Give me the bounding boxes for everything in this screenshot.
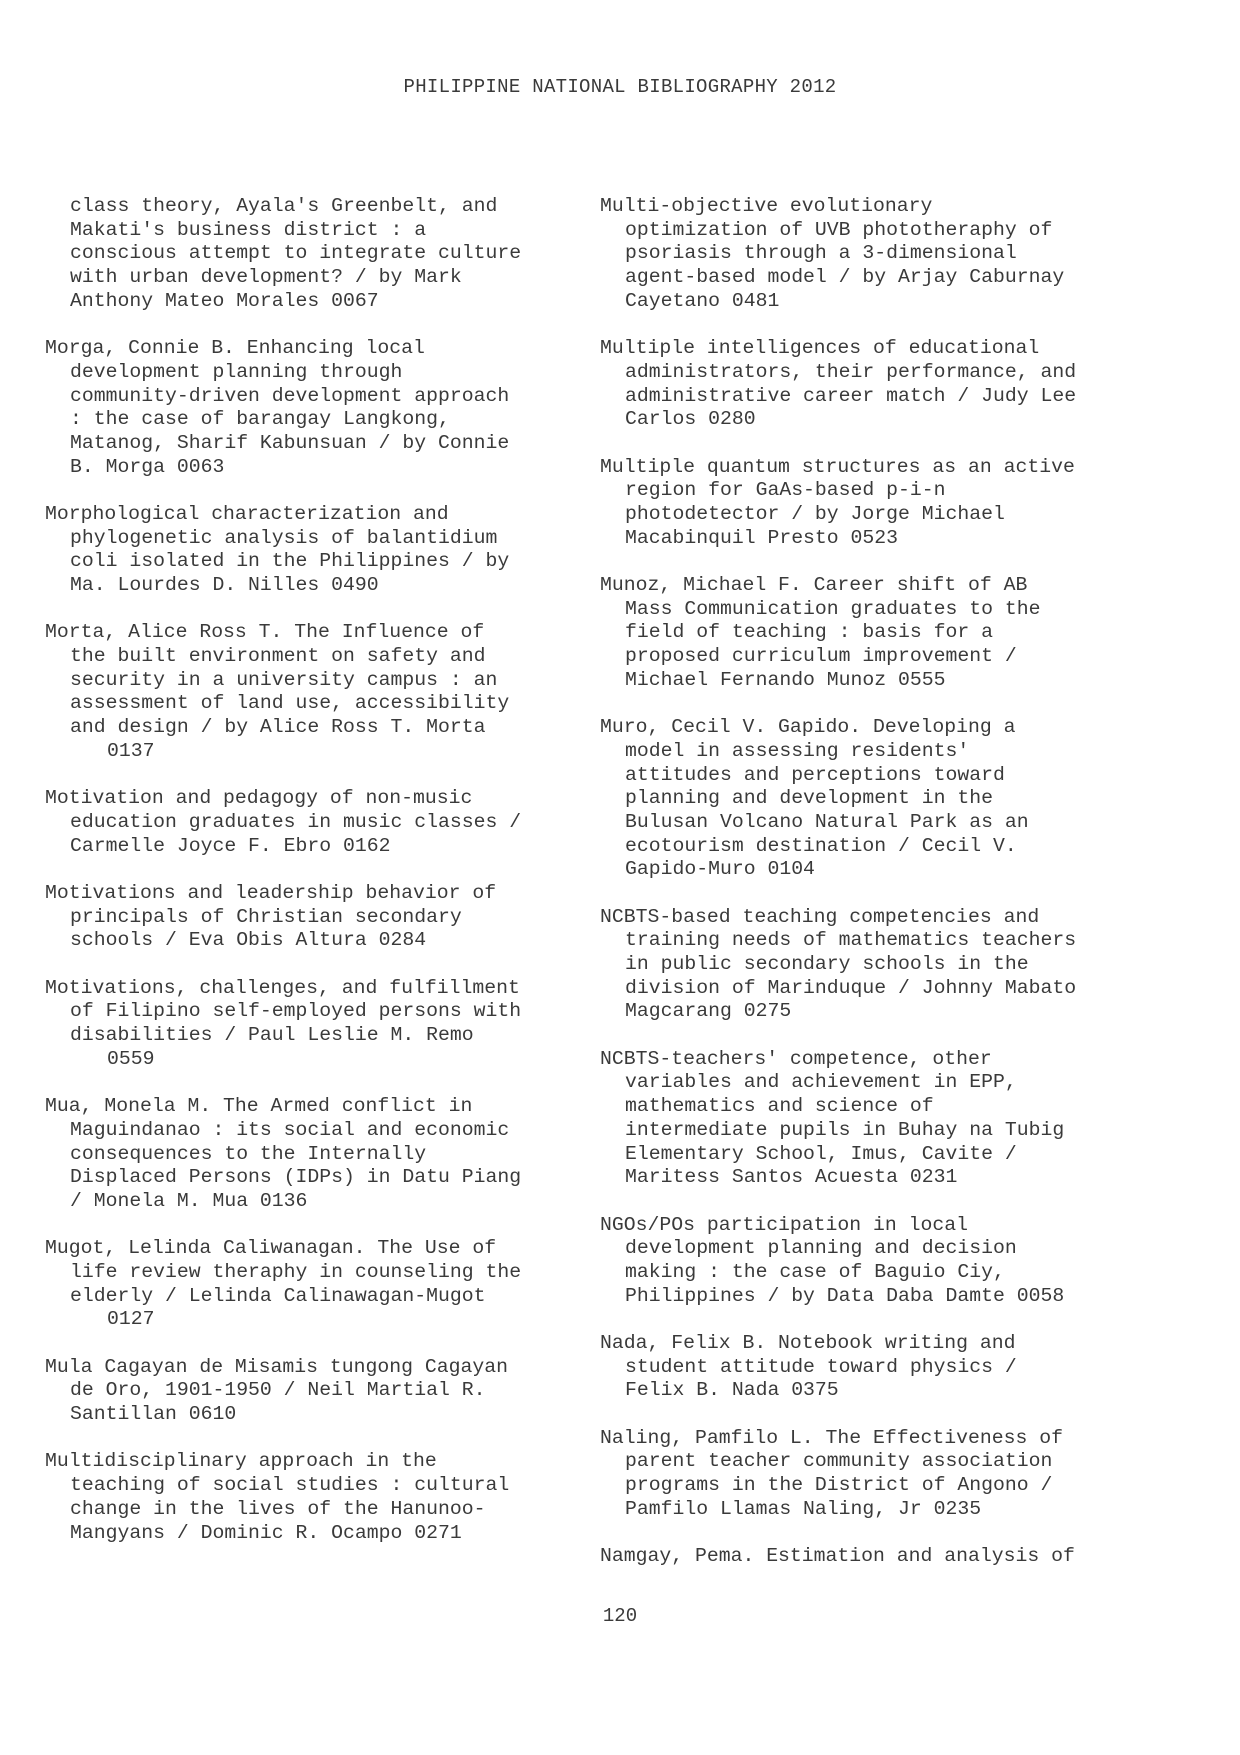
bibliography-entry xyxy=(45,503,615,598)
entry-line: Displaced Persons (IDPs) in Datu Piang xyxy=(70,1166,522,1189)
entry-line: Namgay, Pema. Estimation and analysis of xyxy=(600,1545,1075,1568)
entry-line: 0137 xyxy=(107,739,155,762)
entry-line: field of teaching : basis for a xyxy=(625,621,993,644)
entry-line: Motivations, challenges, and fulfillment xyxy=(45,976,520,999)
entry-line: consequences to the Internally xyxy=(70,1142,427,1165)
entry-line: attitudes and perceptions toward xyxy=(625,763,1005,786)
entry-line: NCBTS-based teaching competencies and xyxy=(600,905,1040,928)
entry-line: with urban development? / by Mark xyxy=(70,266,462,289)
bibliography-entry xyxy=(45,977,615,1072)
bibliography-entry xyxy=(600,716,1170,882)
entry-line: Munoz, Michael F. Career shift of AB xyxy=(600,574,1028,596)
entry-line: Maguindanao : its social and economic xyxy=(70,1118,510,1141)
entry-line: development planning and decision xyxy=(625,1237,1017,1260)
entry-line: ecotourism destination / Cecil V. xyxy=(625,834,1017,857)
bibliography-entry xyxy=(600,1214,1170,1309)
entry-line: model in assessing residents' xyxy=(625,739,970,762)
bibliography-entry xyxy=(45,621,615,763)
bibliography-entry xyxy=(45,195,615,313)
entry-line: planning and development in the xyxy=(625,787,993,810)
entry-line: programs in the District of Angono / xyxy=(625,1474,1053,1497)
entry-line: Motivations and leadership behavior of xyxy=(45,881,497,904)
entry-line: Magcarang 0275 xyxy=(625,1000,792,1023)
page-number: 120 xyxy=(602,1605,638,1627)
bibliography-entry xyxy=(45,882,615,953)
entry-line: NCBTS-teachers' competence, other xyxy=(600,1047,992,1070)
entry-line: of Filipino self-employed persons with xyxy=(70,1000,522,1023)
entry-line: Mugot, Lelinda Caliwanagan. The Use of xyxy=(45,1237,497,1260)
entry-line: making : the case of Baguio Ciy, xyxy=(625,1260,1005,1283)
entry-line: Santillan 0610 xyxy=(70,1403,237,1426)
entry-line: Morta, Alice Ross T. The Influence of xyxy=(45,621,485,644)
bibliography-entry xyxy=(600,1048,1170,1190)
entry-line: parent teacher community association xyxy=(625,1450,1053,1473)
entry-line: 0127 xyxy=(107,1308,155,1331)
entry-line: region for GaAs-based p-i-n xyxy=(625,479,946,502)
entry-line: Makati's business district : a xyxy=(70,218,427,241)
bibliography-entry xyxy=(45,1095,615,1213)
entry-line: proposed curriculum improvement / xyxy=(625,645,1017,668)
entry-line: principals of Christian secondary xyxy=(70,905,462,928)
entry-line: Cayetano 0481 xyxy=(625,289,780,312)
entry-line: Ma. Lourdes D. Nilles 0490 xyxy=(70,574,379,596)
entry-line: Morphological characterization and xyxy=(45,502,449,525)
bibliography-entry xyxy=(600,1427,1170,1522)
entry-line: community-driven development approach xyxy=(70,384,510,407)
bibliography-entry xyxy=(45,1237,615,1332)
entry-line: Nada, Felix B. Notebook writing and xyxy=(600,1332,1016,1354)
entry-line: Anthony Mateo Morales 0067 xyxy=(70,289,379,312)
entry-line: division of Marinduque / Johnny Mabato xyxy=(625,976,1077,999)
entry-line: Macabinquil Presto 0523 xyxy=(625,526,899,549)
entry-line: 0559 xyxy=(107,1047,155,1070)
entry-line: coli isolated in the Philippines / by xyxy=(70,550,510,573)
entry-line: Naling, Pamfilo L. The Effectiveness of xyxy=(600,1426,1063,1449)
entry-line: security in a university campus : an xyxy=(70,668,498,691)
entry-line: optimization of UVB phototheraphy of xyxy=(625,218,1053,241)
entry-line: Multidisciplinary approach in the xyxy=(45,1450,437,1473)
entry-line: Gapido-Muro 0104 xyxy=(625,858,815,881)
entry-line: Elementary School, Imus, Cavite / xyxy=(625,1142,1017,1165)
bibliography-entry xyxy=(600,1332,1170,1403)
entry-line: change in the lives of the Hanunoo- xyxy=(70,1497,486,1520)
entry-line: Mangyans / Dominic R. Ocampo 0271 xyxy=(70,1521,462,1544)
entry-line: Felix B. Nada 0375 xyxy=(625,1379,839,1402)
entry-line: teaching of social studies : cultural xyxy=(70,1474,510,1497)
entry-line: administrative career match / Judy Lee xyxy=(625,384,1077,407)
left-column xyxy=(45,195,615,1569)
entry-line: mathematics and science of xyxy=(625,1095,934,1118)
bibliography-entry xyxy=(600,906,1170,1024)
entry-line: in public secondary schools in the xyxy=(625,953,1029,975)
entry-line: variables and achievement in EPP, xyxy=(625,1071,1017,1094)
entry-line: intermediate pupils in Buhay na Tubig xyxy=(625,1118,1065,1141)
entry-line: schools / Eva Obis Altura 0284 xyxy=(70,929,427,952)
entry-line: Multiple quantum structures as an active xyxy=(600,455,1075,478)
entry-line: administrators, their performance, and xyxy=(625,360,1077,383)
entry-line: life review theraphy in counseling the xyxy=(70,1260,522,1283)
right-column xyxy=(600,195,1170,1593)
entry-line: student attitude toward physics / xyxy=(625,1355,1017,1378)
bibliography-entry xyxy=(600,195,1170,313)
bibliography-entry xyxy=(600,456,1170,551)
entry-line: Pamfilo Llamas Naling, Jr 0235 xyxy=(625,1497,982,1520)
entry-line: psoriasis through a 3-dimensional xyxy=(625,242,1017,265)
entry-line: the built environment on safety and xyxy=(70,645,486,668)
entry-line: development planning through xyxy=(70,360,403,383)
bibliography-entry xyxy=(600,574,1170,692)
entry-line: Mua, Monela M. The Armed conflict in xyxy=(45,1095,473,1118)
bibliography-entry xyxy=(600,1545,1170,1569)
bibliography-entry xyxy=(45,337,615,479)
entry-line: Mula Cagayan de Misamis tungong Cagayan xyxy=(45,1355,508,1378)
entry-line: class theory, Ayala's Greenbelt, and xyxy=(70,195,498,217)
entry-line: Muro, Cecil V. Gapido. Developing a xyxy=(600,716,1016,739)
entry-line: Multi-objective evolutionary xyxy=(600,195,933,217)
entry-line: and design / by Alice Ross T. Morta xyxy=(70,716,486,739)
entry-line: Mass Communication graduates to the xyxy=(625,597,1041,620)
entry-line: Carlos 0280 xyxy=(625,408,756,431)
bibliography-entry xyxy=(45,1356,615,1427)
entry-line: disabilities / Paul Leslie M. Remo xyxy=(70,1024,474,1047)
entry-line: Motivation and pedagogy of non-music xyxy=(45,787,473,810)
entry-line: Carmelle Joyce F. Ebro 0162 xyxy=(70,834,391,857)
bibliography-entry xyxy=(45,787,615,858)
entry-line: NGOs/POs participation in local xyxy=(600,1213,968,1236)
entry-line: assessment of land use, accessibility xyxy=(70,692,510,715)
entry-line: : the case of barangay Langkong, xyxy=(70,408,450,431)
entry-line: phylogenetic analysis of balantidium xyxy=(70,526,498,549)
entry-line: photodetector / by Jorge Michael xyxy=(625,502,1005,525)
entry-line: agent-based model / by Arjay Caburnay xyxy=(625,266,1065,289)
entry-line: de Oro, 1901-1950 / Neil Martial R. xyxy=(70,1379,486,1402)
entry-line: / Monela M. Mua 0136 xyxy=(70,1189,308,1212)
entry-line: Bulusan Volcano Natural Park as an xyxy=(625,810,1029,833)
bibliography-entry xyxy=(45,1450,615,1545)
entry-line: education graduates in music classes / xyxy=(70,810,522,833)
entry-line: Multiple intelligences of educational xyxy=(600,337,1040,360)
entry-line: Morga, Connie B. Enhancing local xyxy=(45,337,425,360)
entry-line: Philippines / by Data Daba Damte 0058 xyxy=(625,1284,1065,1307)
entry-line: B. Morga 0063 xyxy=(70,455,225,478)
entry-line: elderly / Lelinda Calinawagan-Mugot xyxy=(70,1284,486,1307)
entry-line: Matanog, Sharif Kabunsuan / by Connie xyxy=(70,431,510,454)
entry-line: Maritess Santos Acuesta 0231 xyxy=(625,1166,958,1189)
entry-line: Michael Fernando Munoz 0555 xyxy=(625,668,946,691)
running-header: PHILIPPINE NATIONAL BIBLIOGRAPHY 2012 xyxy=(403,76,837,98)
bibliography-entry xyxy=(600,337,1170,432)
entry-line: conscious attempt to integrate culture xyxy=(70,242,522,265)
entry-line: training needs of mathematics teachers xyxy=(625,929,1077,952)
